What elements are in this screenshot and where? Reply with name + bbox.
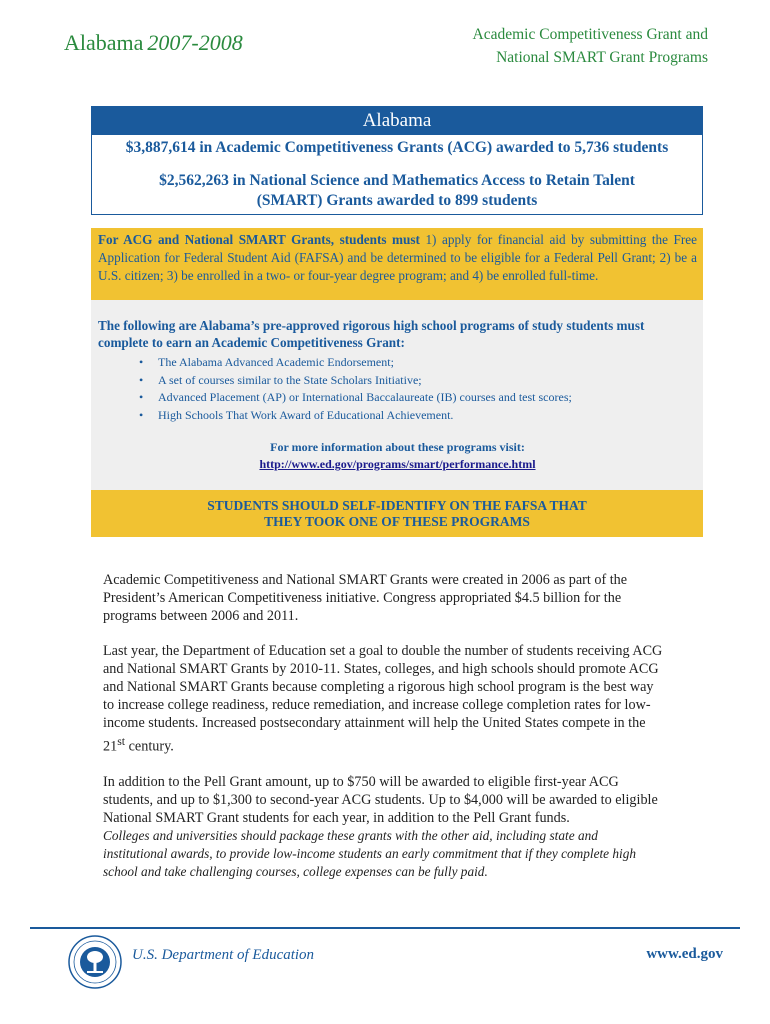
- paragraph-history: Academic Competitiveness and National SMART Grants were created in 2006 as part of the President’s American Competitiveness initiative. Congress appropriated $4.5 billion for the programs between 2006 and 2011.: [103, 572, 628, 624]
- eligibility-text: 1) apply for financial aid by submitting the Free Application for Federal Student Aid (FAFSA) and be determined to be eligible for a Federal Pell Grant; 2) be a U.S. citizen; 3) be enrolled in a two- or four-year degree program; and 4) be enrolled full-time.: [98, 232, 697, 283]
- packaging-note: Colleges and universities should package these grants with the other aid, including state and institutional awards, to provide low-income students an early commitment that if they complete high school and take challenging courses, college expenses can be fully paid.: [103, 827, 637, 879]
- program-title-line2: National SMART Grant Programs: [496, 49, 708, 66]
- more-info-label: For more information about these programs visit:: [270, 440, 525, 454]
- summary-title: Alabama: [92, 107, 702, 135]
- bullet-icon: •: [139, 372, 144, 387]
- list-item: • The Alabama Advanced Academic Endorsement;: [158, 354, 697, 372]
- paragraph-award-amounts: In addition to the Pell Grant amount, up to $750 will be awarded to eligible first-year ACG students, and up to $1,300 to second-year ACG students. Up to $4,000 will be awarded to eligible National SMART Grant students for each year, in addition to the Pell Grant funds. Colleges and universities should package these grants with the other aid, including state and institutional awards, to provide low-income students an early commitment that if they complete high school and take challenging courses, college expenses can be fully paid.: [103, 773, 663, 881]
- bullet-icon: •: [139, 390, 144, 404]
- body-text: [103, 571, 663, 898]
- programs-list: [98, 354, 697, 424]
- bullet-icon: •: [139, 355, 144, 369]
- year-range: 2007-2008: [147, 30, 243, 55]
- document-title: [64, 30, 243, 56]
- website-link[interactable]: www.ed.gov: [646, 946, 723, 962]
- list-item: • A set of courses similar to the State Scholars Initiative;: [158, 372, 697, 390]
- self-identify-line1: STUDENTS SHOULD SELF-IDENTIFY ON THE FAFSA THAT: [207, 498, 587, 513]
- smart-award-line1: $2,562,263 in National Science and Mathematics Access to Retain Talent: [159, 172, 635, 189]
- eligibility-requirements: [91, 228, 703, 300]
- bullet-icon: •: [139, 407, 144, 422]
- department-name: U.S. Department of Education: [132, 947, 315, 963]
- smart-award-stat: [92, 171, 702, 211]
- program-title: [368, 23, 708, 69]
- footer-divider: [30, 927, 740, 929]
- programs-intro: The following are Alabama’s pre-approved rigorous high school programs of study students must complete to earn an Academic Competitiveness Grant:: [98, 318, 645, 350]
- self-identify-line2: THEY TOOK ONE OF THESE PROGRAMS: [264, 514, 530, 529]
- grant-summary-box: [91, 106, 703, 215]
- paragraph-goal: Last year, the Department of Education set a goal to double the number of students receiving ACG and National SMART Grants by 2010-11. States, colleges, and high schools should promote ACG and National SMART Grants because completing a rigorous high school program is the best way to increase college readiness, reduce remediation, and increase college completion rates for low-income students. Increased postsecondary attainment will help the United States compete in the 21st century.: [103, 643, 663, 755]
- department-seal-icon: [68, 935, 122, 989]
- eligibility-lead: For ACG and National SMART Grants, students must: [98, 232, 420, 247]
- self-identify-notice: [91, 490, 703, 537]
- list-item: • High Schools That Work Award of Educational Achievement.: [158, 407, 697, 425]
- program-title-line1: Academic Competitiveness Grant and: [472, 26, 708, 43]
- state-name: Alabama: [64, 30, 144, 55]
- performance-link[interactable]: http://www.ed.gov/programs/smart/performance.html: [259, 457, 536, 471]
- approved-programs-panel: [91, 300, 703, 490]
- smart-award-line2: (SMART) Grants awarded to 899 students: [256, 192, 538, 209]
- more-info: [98, 439, 697, 473]
- list-item: • Advanced Placement (AP) or International Baccalaureate (IB) courses and test scores;: [158, 389, 697, 407]
- acg-award-stat: $3,887,614 in Academic Competitiveness Grants (ACG) awarded to 5,736 students: [125, 139, 669, 156]
